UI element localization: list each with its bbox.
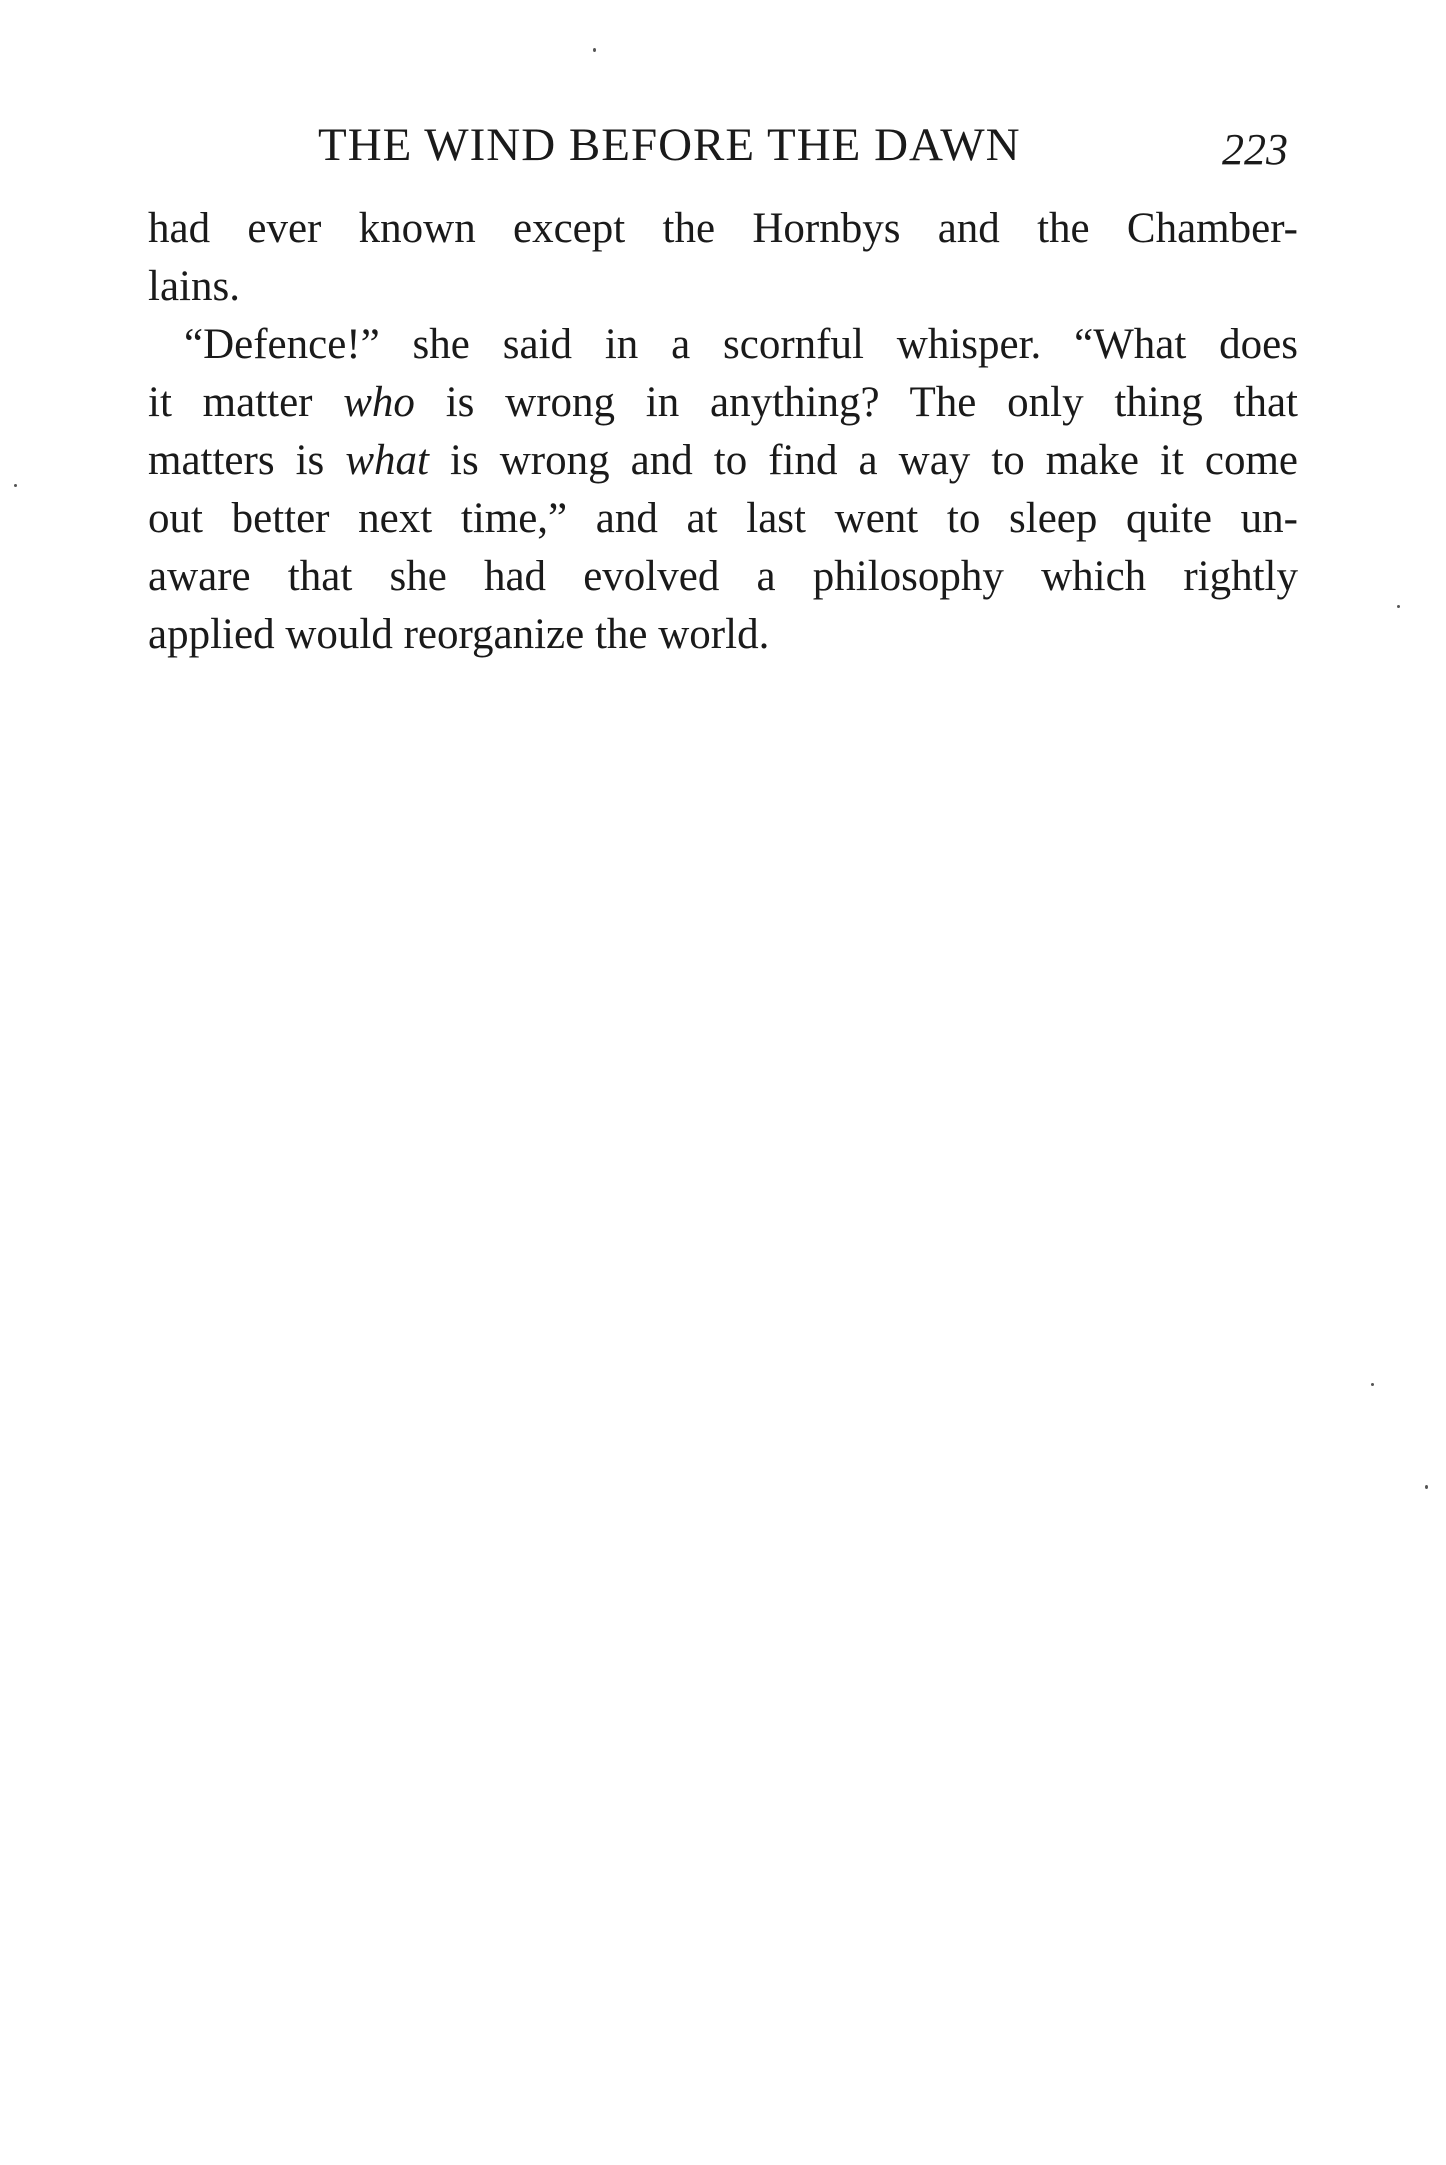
- italic-word: who: [343, 379, 415, 426]
- paper-speck: [1425, 1485, 1428, 1489]
- text-line: aware that she had evolved a philosophy which rightly: [148, 553, 1298, 600]
- text-line: had ever known except the Hornbys and the Chamber-: [148, 205, 1298, 252]
- paper-speck: [1397, 605, 1400, 608]
- italic-word: what: [345, 437, 429, 484]
- text-line: [148, 432, 1298, 490]
- text-run: it matter: [148, 379, 344, 426]
- text-line: [148, 374, 1298, 432]
- text-run: is wrong and to find a way to make it come: [428, 437, 1299, 484]
- paper-speck: [1371, 1383, 1374, 1386]
- text-run: is wrong in anything? The only thing that: [414, 379, 1298, 426]
- text-line: “Defence!” she said in a scornful whisper. “What does: [184, 321, 1298, 368]
- paper-speck: [593, 48, 596, 52]
- text-line: out better next time,” and at last went to sleep quite un-: [148, 495, 1298, 542]
- text-line: lains.: [148, 263, 240, 310]
- text-run: matters is: [148, 437, 346, 484]
- paper-speck: [14, 484, 17, 487]
- running-head: [148, 118, 1298, 178]
- running-title: THE WIND BEFORE THE DAWN: [318, 119, 1021, 171]
- text-line: applied would reorganize the world.: [148, 611, 770, 658]
- page-number: 223: [1222, 125, 1288, 174]
- body-text: [148, 200, 1298, 664]
